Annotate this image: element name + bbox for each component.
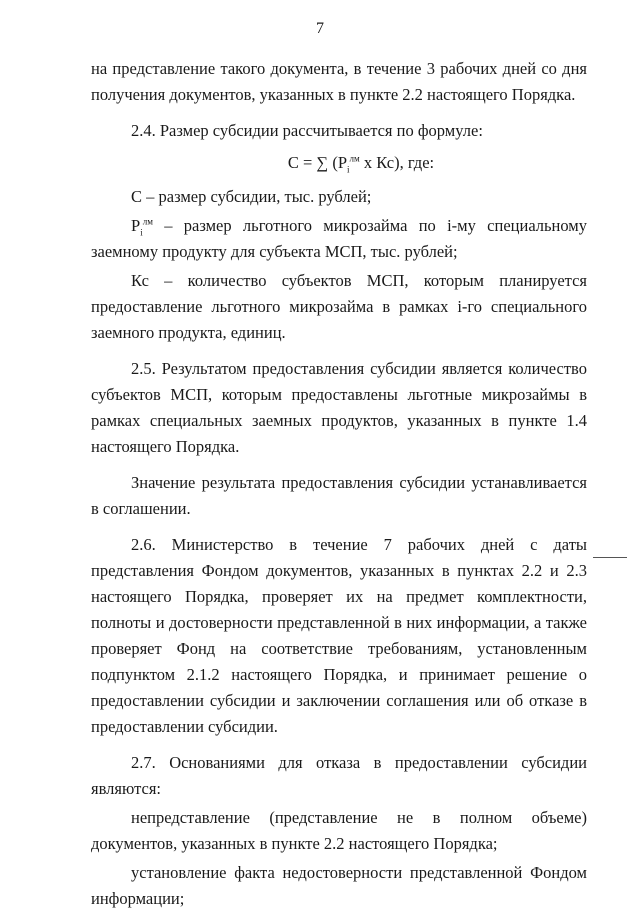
paragraph-2-5-value: Значение результата предоставления субсидии устанавливается в соглашении.: [91, 473, 587, 518]
definition-p-text: – размер льготного микрозайма по i-му специальному заемному продукту для субъекта МСП, тыс. рублей;: [91, 216, 587, 261]
subsidy-formula: [91, 150, 587, 176]
paragraph-2-6: 2.6. Министерство в течение 7 рабочих дней с даты представления Фондом документов, указанных в пунктах 2.2 и 2.3 настоящего Порядка, проверяет их на предмет комплектности, полноты и достоверности представленной в них информации, а также проверяет Фонд на соответствие требованиям, установленным подпунктом 2.1.2 настоящего Порядка, и принимает решение о предоставлении субсидии и заключении соглашения или об отказе в предоставлении субсидии.: [91, 535, 587, 736]
paragraph-2-4: 2.4. Размер субсидии рассчитывается по формуле:: [131, 121, 483, 140]
formula-superscript: лм: [349, 153, 360, 164]
formula-right: х Кс), где:: [359, 153, 435, 172]
paragraph-2-7: 2.7. Основаниями для отказа в предоставлении субсидии являются:: [91, 753, 587, 798]
definition-p-subscript: i: [140, 227, 143, 238]
definition-p: [91, 213, 587, 265]
formula-subscript: i: [347, 164, 350, 175]
paragraph-2-7-item-2: установление факта недостоверности представленной Фондом информации;: [91, 863, 587, 908]
paragraph-continuation: на представление такого документа, в течение 3 рабочих дней со дня получения документов, указанных в пункте 2.2 настоящего Порядка.: [91, 59, 587, 104]
paragraph-2-7-item-1: непредставление (представление не в полном объеме) документов, указанных в пункте 2.2 настоящего Порядка;: [91, 808, 587, 853]
formula-left: С = ∑ (P: [287, 153, 347, 172]
definition-p-superscript: лм: [142, 216, 153, 227]
definition-p-symbol: P: [131, 216, 141, 235]
document-body: [91, 56, 587, 915]
definition-kc: Кс – количество субъектов МСП, которым планируется предоставление льготного микрозайма в рамках i-го специального заемного продукта, единиц.: [91, 271, 587, 342]
page-number: 7: [316, 20, 324, 37]
margin-mark-line: [593, 557, 627, 558]
paragraph-2-5: 2.5. Результатом предоставления субсидии является количество субъектов МСП, которым предоставлены льготные микрозаймы в рамках специальных заемных продуктов, указанных в пункте 1.4 настоящего Порядка.: [91, 359, 587, 456]
definition-c: С – размер субсидии, тыс. рублей;: [131, 187, 372, 206]
